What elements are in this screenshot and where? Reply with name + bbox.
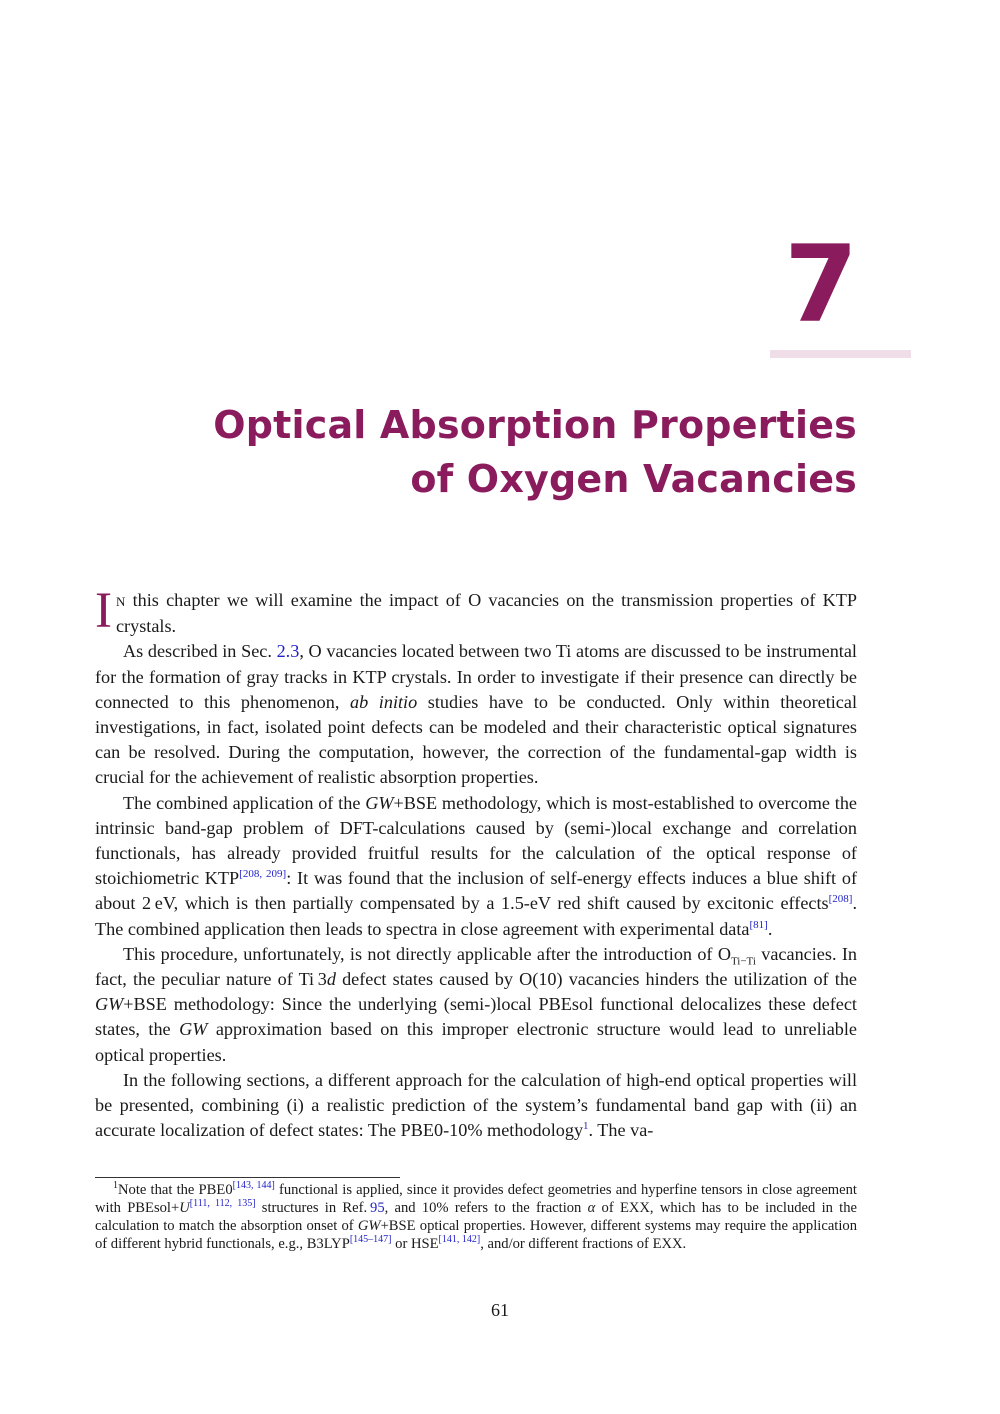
- p4-subscript: Ti−Ti: [730, 955, 756, 968]
- fn-text-a: Note that the PBE0: [118, 1182, 233, 1198]
- p4-text-e: +BSE methodology: Since the underlying (semi-)local PBEsol functional delocalizes these defect states, the: [95, 994, 857, 1040]
- p4-text-b: vacancies. In fact, the peculiar nature of Ti 3: [95, 943, 857, 990]
- p4-gw-1: GW: [95, 994, 124, 1015]
- p3-text-a: The combined application of the: [123, 792, 366, 813]
- chapter-rule: [770, 350, 911, 358]
- paragraph-2: [95, 639, 857, 790]
- body-text: [95, 583, 858, 1143]
- p3-text-c: : It was found that the inclusion of self-energy effects induces a blue shift of about 2 eV, which is then partially compensated by a 1.5-eV red shift caused by excitonic effects: [95, 868, 858, 914]
- section-link[interactable]: 2.3: [276, 641, 300, 662]
- p2-text-c: studies have to be conducted. Only within theoretical investigations, in fact, isolated point defects can be modeled and their characteristic optical signatures can be resolved. During the computation, however, the correction of the fundamental-gap width is crucial for the achievement of realistic absorption properties.: [95, 691, 857, 788]
- chapter-title-line-2: of Oxygen Vacancies: [410, 457, 857, 501]
- footnote-ref[interactable]: 1: [583, 1120, 589, 1133]
- p3-text-e: .: [767, 918, 773, 939]
- fn-text-b: functional is applied, since it provides defect geometries and hyperfine tensors in close agreement with PBEsol+: [95, 1182, 857, 1216]
- p5-text-a: In the following sections, a different approach for the calculation of high-end optical properties will be presented, combining (i) a realistic prediction of the system’s fundamental band gap with (ii) an accurate localization of defect states: The PBE0-10% methodology: [95, 1069, 857, 1141]
- chapter-number: 7: [784, 223, 858, 346]
- p3-text-d: . The combined application then leads to spectra in close agreement with experimental data: [95, 893, 857, 939]
- p2-text-b: , O vacancies located between two Ti atoms are discussed to be instrumental for the formation of gray tracks in KTP crystals. In order to investigate if their presence can directly be connected to this phenomenon,: [95, 641, 857, 712]
- p2-text-a: As described in Sec.: [123, 641, 277, 662]
- paragraph-3: [95, 791, 857, 942]
- footnote-text: [95, 1181, 857, 1253]
- p5-text-b: . The va-: [588, 1120, 654, 1141]
- fn-text-c: structures in Ref.: [255, 1200, 371, 1216]
- fn-text-h: , and/or different fractions of EXX.: [480, 1236, 687, 1252]
- paragraph-1-text: this chapter we will examine the impact of O vacancies on the transmission properties of KTP crystals.: [115, 590, 857, 637]
- paragraph-1: [95, 583, 857, 639]
- citation-145-147[interactable]: [145–147]: [349, 1234, 392, 1246]
- p4-italic-d: d: [326, 969, 336, 990]
- chapter-title-line-1: Optical Absorption Properties: [213, 403, 857, 447]
- p3-text-b: +BSE methodology, which is most-established to overcome the intrinsic band-gap problem of DFT-calculations caused by (semi-)local exchange and correlation functionals, has already provided fruitful results for the calculation of the optical response of stoichiometric KTP: [95, 792, 857, 889]
- citation-81[interactable]: [81]: [749, 918, 768, 931]
- fn-text-e: of EXX, which has to be included in the calculation to match the absorption onset of: [95, 1200, 858, 1234]
- citation-141-142[interactable]: [141, 142]: [438, 1234, 481, 1246]
- fn-italic-u: U: [179, 1200, 190, 1216]
- citation-111-112-135[interactable]: [111, 112, 135]: [189, 1198, 256, 1210]
- fn-text-d: , and 10% refers to the fraction: [384, 1200, 588, 1216]
- footnote: [95, 1181, 857, 1253]
- p4-text-c: defect states caused by O(10) vacancies hinders the utilization of the: [335, 969, 857, 990]
- fn-text-g: or HSE: [391, 1236, 439, 1252]
- paragraph-4: [95, 942, 857, 1068]
- fn-text-f: +BSE optical properties. However, different systems may require the application of different hybrid functionals, e.g., B3LYP: [95, 1218, 858, 1252]
- paragraph-5: [95, 1068, 857, 1144]
- page-number: 61: [491, 1300, 509, 1320]
- p3-gw: GW: [365, 792, 394, 813]
- footnote-rule: [95, 1177, 400, 1178]
- p4-gw-2: GW: [179, 1019, 208, 1040]
- fn-gw: GW: [357, 1218, 381, 1234]
- ref-95-link[interactable]: 95: [370, 1200, 385, 1216]
- fn-alpha: α: [587, 1200, 596, 1216]
- p4-text-a: This procedure, unfortunately, is not directly applicable after the introduction of O: [123, 943, 731, 964]
- chapter-title: [213, 398, 857, 506]
- p4-text-f: approximation based on this improper electronic structure would lead to unreliable optical properties.: [95, 1019, 857, 1065]
- p2-italic: ab initio: [350, 691, 418, 712]
- drop-cap: I: [95, 583, 112, 639]
- citation-208-209[interactable]: [208, 209]: [239, 868, 287, 881]
- small-cap: N: [115, 594, 126, 609]
- citation-143-144[interactable]: [143, 144]: [232, 1180, 275, 1192]
- footnote-mark: 1: [113, 1180, 118, 1192]
- citation-208[interactable]: [208]: [828, 893, 853, 906]
